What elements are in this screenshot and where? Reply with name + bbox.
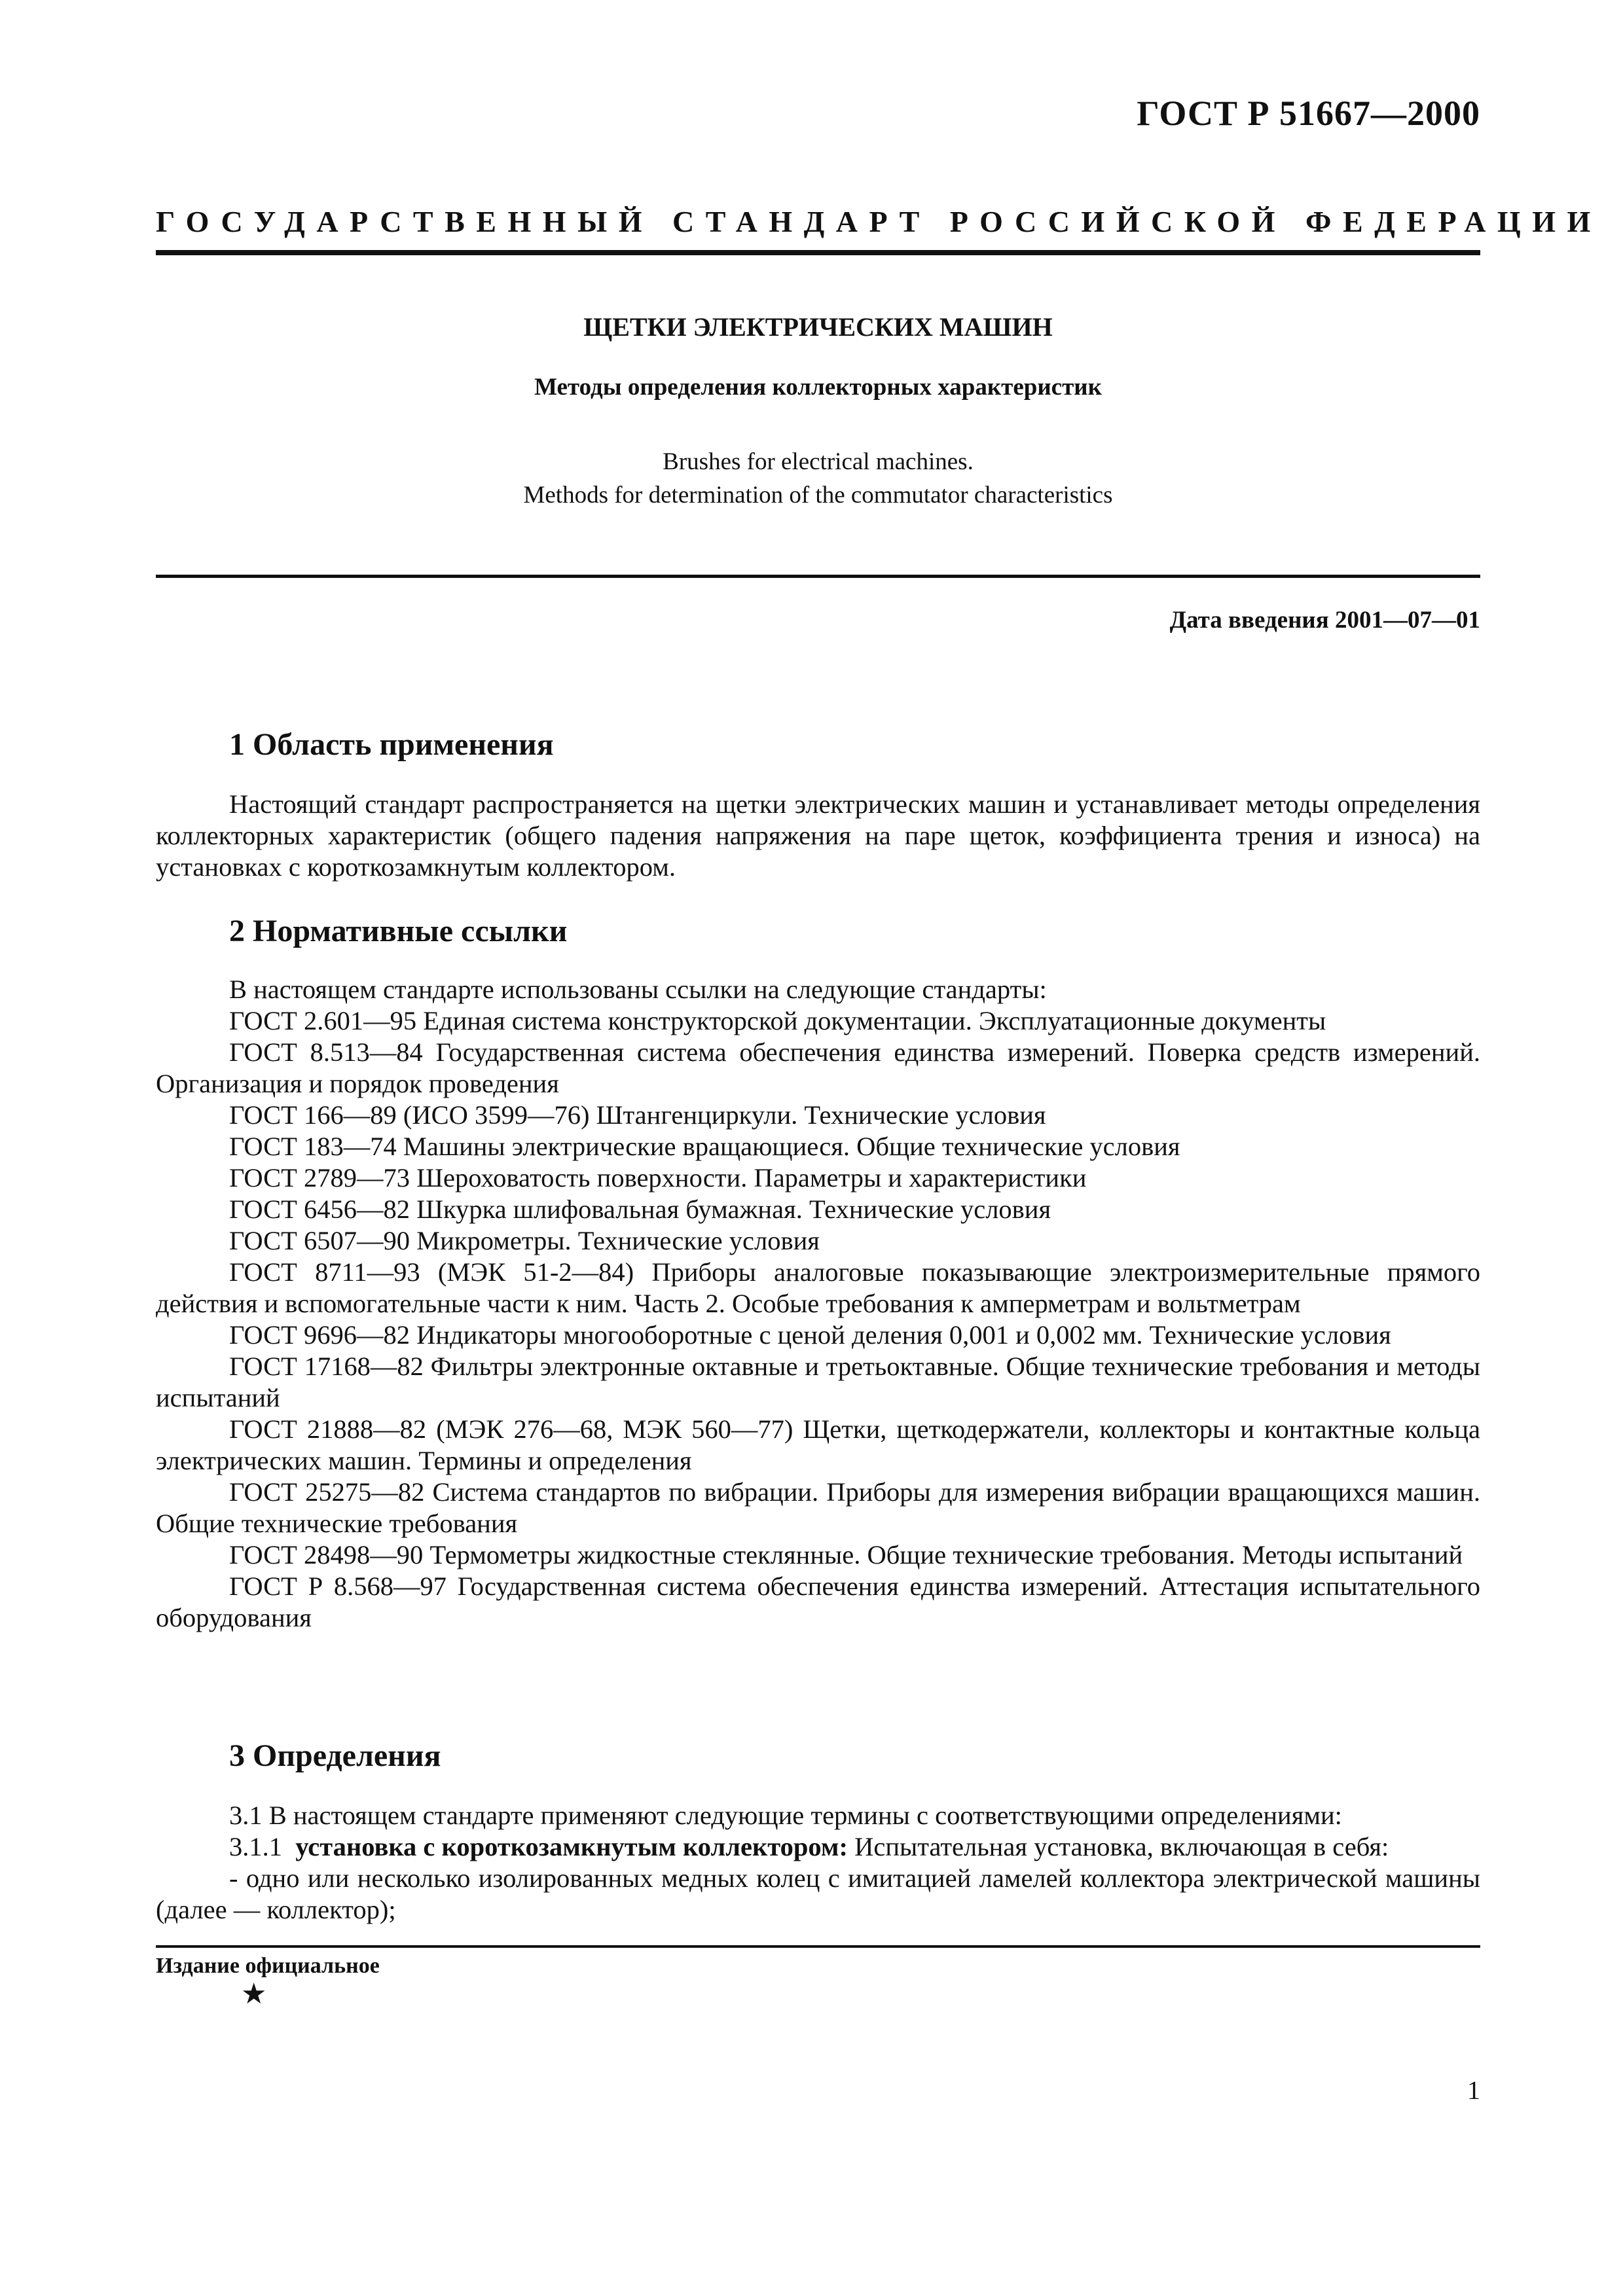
reference-item: ГОСТ Р 8.568—97 Государственная система обеспечения единства измерений. Аттестация испытательного оборудования [156, 1571, 1480, 1632]
reference-item: ГОСТ 8.513—84 Государственная система обеспечения единства измерений. Поверка средств измерений. Организация и порядок проведения [156, 1037, 1480, 1098]
page-number: 1 [1467, 2075, 1480, 2105]
document-title: ЩЕТКИ ЭЛЕКТРИЧЕСКИХ МАШИН [583, 312, 1053, 342]
english-title-line-2: Methods for determination of the commutator characteristics [523, 482, 1113, 509]
document-subtitle: Методы определения коллекторных характеристик [534, 374, 1102, 401]
section-2-intro: В настоящем стандарте использованы ссылки на следующие стандарты: [229, 975, 1047, 1004]
reference-item: ГОСТ 17168—82 Фильтры электронные октавные и третьоктавные. Общие технические требования и методы испытаний [156, 1352, 1480, 1412]
reference-item: ГОСТ 6507—90 Микрометры. Технические условия [229, 1226, 820, 1255]
state-standard-title: ГОСУДАРСТВЕННЫЙ СТАНДАРТ РОССИЙСКОЙ ФЕДЕРАЦИИ [156, 205, 1602, 238]
english-title [156, 445, 1480, 512]
reference-item: ГОСТ 166—89 (ИСО 3599—76) Штангенциркули. Технические условия [229, 1100, 1046, 1130]
official-edition-label: Издание официальное [156, 1954, 380, 1978]
reference-item: ГОСТ 6456—82 Шкурка шлифовальная бумажная. Технические условия [229, 1194, 1051, 1224]
star-icon: ★ [241, 1978, 267, 2010]
section-2-body [156, 974, 1480, 1634]
header-rule [156, 250, 1480, 255]
section-1-paragraph: Настоящий стандарт распространяется на щетки электрических машин и устанавливает методы определения коллекторных характеристик (общего падения напряжения на паре щеток, коэффициента трения и износа) на установках с короткозамкнутым коллектором. [156, 789, 1480, 882]
section-3-heading: 3 Определения [229, 1738, 441, 1773]
reference-item: ГОСТ 183—74 Машины электрические вращающиеся. Общие технические условия [229, 1132, 1180, 1161]
definition-item [156, 1831, 1480, 1863]
section-1-body [156, 789, 1480, 883]
definition-intro: 3.1 В настоящем стандарте применяют следующие термины с соответствующими определениями: [229, 1801, 1342, 1830]
definition-list-item: - одно или несколько изолированных медных колец с имитацией ламелей коллектора электрической машины (далее — коллектор); [156, 1863, 1480, 1924]
reference-item: ГОСТ 2.601—95 Единая система конструкторской документации. Эксплуатационные документы [229, 1006, 1326, 1035]
reference-item: ГОСТ 28498—90 Термометры жидкостные стеклянные. Общие технические требования. Методы испытаний [229, 1540, 1463, 1570]
reference-item: ГОСТ 9696—82 Индикаторы многооборотные с ценой деления 0,001 и 0,002 мм. Технические условия [229, 1320, 1391, 1350]
title-rule [156, 575, 1480, 578]
document-number: ГОСТ Р 51667—2000 [1137, 94, 1480, 133]
definition-number: 3.1.1 [229, 1832, 282, 1861]
definition-term: установка с короткозамкнутым коллектором: [295, 1832, 848, 1861]
section-2-heading: 2 Нормативные ссылки [229, 914, 568, 948]
section-3-body [156, 1800, 1480, 1926]
introduction-date: Дата введения 2001—07—01 [1169, 607, 1480, 634]
footer-rule [156, 1945, 1480, 1948]
reference-item: ГОСТ 8711—93 (МЭК 51-2—84) Приборы аналоговые показывающие электроизмерительные прямого действия и вспомогательные части к ним. Часть 2. Особые требования к амперметрам и вольтметрам [156, 1257, 1480, 1318]
section-1-heading: 1 Область применения [229, 727, 554, 762]
reference-item: ГОСТ 21888—82 (МЭК 276—68, МЭК 560—77) Щетки, щеткодержатели, коллекторы и контактные кольца электрических машин. Термины и определения [156, 1414, 1480, 1475]
english-title-line-1: Brushes for electrical machines. [663, 448, 974, 475]
reference-item: ГОСТ 2789—73 Шероховатость поверхности. Параметры и характеристики [229, 1163, 1087, 1193]
definition-text: Испытательная установка, включающая в себя: [854, 1832, 1389, 1861]
reference-item: ГОСТ 25275—82 Система стандартов по вибрации. Приборы для измерения вибрации вращающихся машин. Общие технические требования [156, 1477, 1480, 1538]
